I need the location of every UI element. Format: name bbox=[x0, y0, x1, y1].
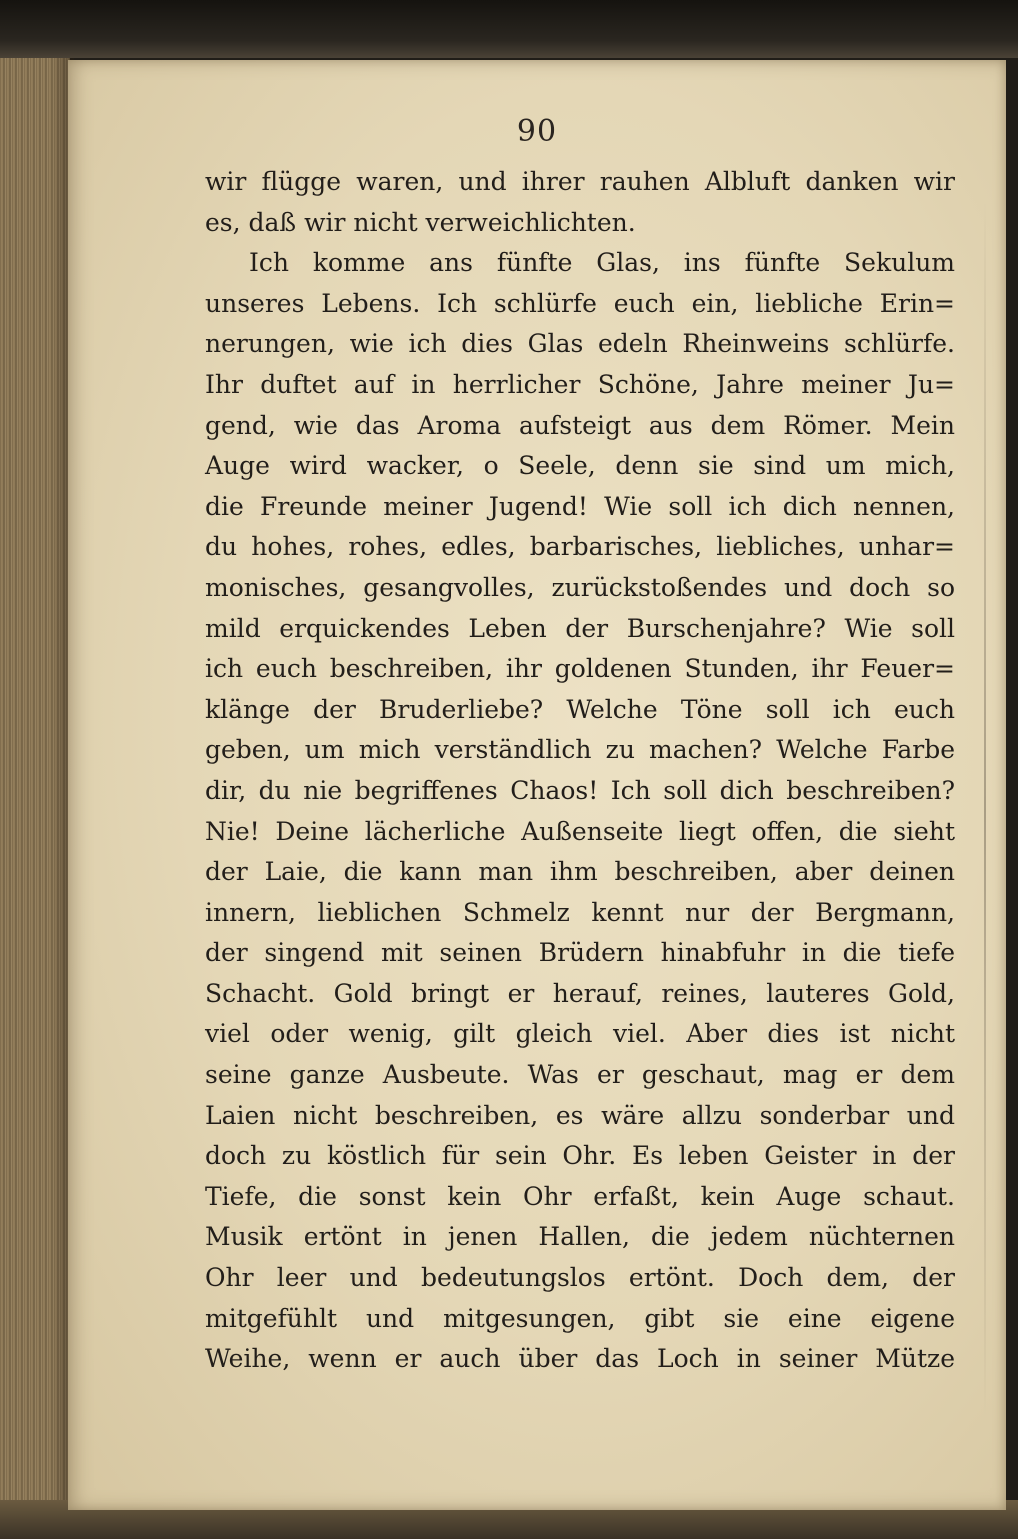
text-line: Laien nicht beschreiben, es wäre allzu sonderbar und bbox=[205, 1100, 955, 1130]
text-line: Auge wird wacker, o Seele, denn sie sind um mich, bbox=[205, 451, 955, 481]
text-line: Musik ertönt in jenen Hallen, die jedem nüchternen bbox=[205, 1222, 955, 1252]
text-line: Schacht. Gold bringt er herauf, reines, lauteres Gold, bbox=[205, 978, 955, 1008]
text-line: wir flügge waren, und ihrer rauhen Albluft danken wir bbox=[205, 167, 955, 196]
text-line: nerungen, wie ich dies Glas edeln Rheinweins schlürfe. bbox=[205, 329, 955, 359]
text-line: Weihe, wenn er auch über das Loch in seiner Mütze bbox=[205, 1344, 955, 1374]
text-line: du hohes, rohes, edles, barbarisches, liebliches, unhar= bbox=[205, 532, 955, 562]
text-line: gend, wie das Aroma aufsteigt aus dem Römer. Mein bbox=[205, 410, 955, 440]
text-line: die Freunde meiner Jugend! Wie soll ich dich nennen, bbox=[205, 491, 955, 521]
text-line: dir, du nie begriffenes Chaos! Ich soll dich beschreiben? bbox=[205, 775, 955, 805]
text-line: mitgefühlt und mitgesungen, gibt sie eine eigene bbox=[205, 1303, 955, 1333]
text-line: doch zu köstlich für sein Ohr. Es leben Geister in der bbox=[205, 1141, 955, 1171]
text-line: viel oder wenig, gilt gleich viel. Aber dies ist nicht bbox=[205, 1019, 955, 1049]
text-line: Ihr duftet auf in herrlicher Schöne, Jahre meiner Ju= bbox=[205, 369, 955, 399]
text-line: geben, um mich verständlich zu machen? Welche Farbe bbox=[205, 735, 955, 765]
body-text bbox=[205, 162, 955, 1380]
text-line: monisches, gesangvolles, zurückstoßendes und doch so bbox=[205, 572, 955, 602]
text-line: mild erquickendes Leben der Burschenjahre? Wie soll bbox=[205, 613, 955, 643]
text-line: Ohr leer und bedeutungslos ertönt. Doch dem, der bbox=[205, 1263, 955, 1293]
text-line: innern, lieblichen Schmelz kennt nur der Bergmann, bbox=[205, 897, 955, 927]
scan-background-top bbox=[0, 0, 1018, 58]
text-line: seine ganze Ausbeute. Was er geschaut, mag er dem bbox=[205, 1060, 955, 1090]
page-number: 90 bbox=[516, 114, 558, 149]
text-line: es, daß wir nicht verweichlichten. bbox=[205, 207, 636, 237]
text-line: ich euch beschreiben, ihr goldenen Stunden, ihr Feuer= bbox=[205, 654, 955, 684]
text-line: klänge der Bruderliebe? Welche Töne soll ich euch bbox=[205, 694, 955, 724]
page-edge-mark bbox=[984, 200, 986, 1420]
text-line: Ich komme ans fünfte Glas, ins fünfte Sekulum bbox=[249, 248, 955, 278]
text-line: Tiefe, die sonst kein Ohr erfaßt, kein Auge schaut. bbox=[205, 1181, 955, 1211]
text-line: der Laie, die kann man ihm beschreiben, aber deinen bbox=[205, 857, 955, 887]
text-line: der singend mit seinen Brüdern hinabfuhr in die tiefe bbox=[205, 938, 955, 968]
text-line: Nie! Deine lächerliche Außenseite liegt offen, die sieht bbox=[205, 816, 955, 846]
text-line: unseres Lebens. Ich schlürfe euch ein, liebliche Erin= bbox=[205, 288, 955, 318]
page-sheet bbox=[68, 60, 1006, 1510]
